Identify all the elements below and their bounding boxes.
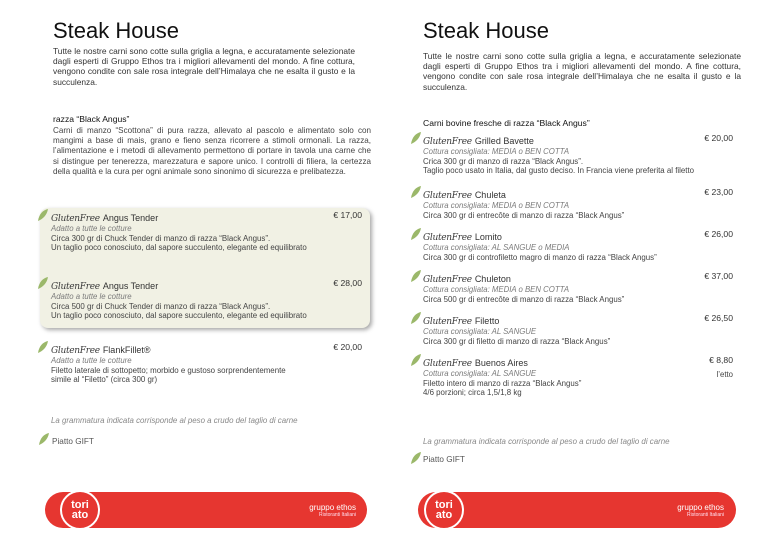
item-description: 4/6 porzioni; circa 1,5/1,8 kg [423, 388, 522, 398]
price-unit: l’etto [716, 370, 733, 379]
logo-text: tori ato [435, 499, 453, 521]
leaf-icon [37, 276, 49, 290]
brand-subtitle: Ristoranti Italiani [319, 512, 356, 518]
item-name: Buenos Aires [474, 358, 528, 368]
menu-item [51, 340, 362, 385]
item-description: Circa 300 gr di controfiletto magro di manzo di razza “Black Angus” [423, 252, 657, 262]
item-description: Filetto laterale di sottopetto; morbido e gustoso sorprendentemente [51, 365, 286, 375]
menu-item [423, 227, 733, 262]
item-name: Angus Tender [102, 213, 159, 223]
leaf-icon [410, 311, 422, 325]
item-name: Grilled Bavette [474, 136, 534, 146]
brand-block [654, 503, 724, 518]
leaf-icon [410, 269, 422, 283]
item-cooking-note: Cottura consigliata: MEDIA o BEN COTTA [423, 285, 570, 294]
page-title: Steak House [423, 18, 549, 43]
item-price: € 8,80 [709, 355, 733, 365]
item-cooking-note: Cottura consigliata: AL SANGUE [423, 369, 537, 378]
item-cooking-note: Cottura consigliata: AL SANGUE o MEDIA [423, 243, 570, 252]
leaf-icon [38, 432, 50, 446]
item-cooking-note: Adatto a tutte le cotture [51, 224, 132, 233]
gluten-free-label: GlutenFree [423, 275, 472, 285]
item-price: € 26,00 [704, 229, 733, 239]
toriato-logo [60, 490, 100, 530]
intro-text: Tutte le nostre carni sono cotte sulla griglia a legna, e accuratamente selezionate dagli esperti di Gruppo Ethos tra i migliori allevamenti del mondo. A fine cottura, vengono condite con sale rosa integrale dell’Himalaya che ne esalta il gusto e la succulenza. [423, 51, 741, 92]
item-cooking-note: Adatto a tutte le cotture [51, 292, 132, 301]
item-name: FlankFillet® [102, 345, 151, 355]
weight-footnote: La grammatura indicata corrisponde al peso a crudo del taglio di carne [51, 416, 298, 425]
item-description: Circa 300 gr di entrecôte di manzo di razza “Black Angus” [423, 210, 625, 220]
item-price: € 17,00 [333, 210, 362, 220]
menu-item [51, 276, 362, 321]
menu-item [51, 208, 362, 253]
menu-item [423, 311, 733, 346]
item-cooking-note: Cottura consigliata: MEDIA o BEN COTTA [423, 201, 570, 210]
toriato-logo [424, 490, 464, 530]
menu-item [423, 185, 733, 220]
item-price: € 26,50 [704, 313, 733, 323]
item-cooking-note: Adatto a tutte le cotture [51, 356, 132, 365]
weight-footnote: La grammatura indicata corrisponde al peso a crudo del taglio di carne [423, 437, 670, 446]
item-name: Chuleta [474, 190, 506, 200]
brand-subtitle: Ristoranti Italiani [687, 512, 724, 518]
menu-item [423, 131, 733, 176]
item-description: Un taglio poco conosciuto, dal sapore succulento, elegante ed equilibrato [51, 243, 307, 253]
item-name: Lomito [474, 232, 502, 242]
brand-name: gruppo ethos [309, 503, 356, 512]
gift-label: Piatto GIFT [423, 455, 465, 464]
gluten-free-label: GlutenFree [423, 137, 472, 147]
item-description: Crica 300 gr di manzo di razza “Black Angus”. [423, 156, 584, 166]
brand-block [286, 503, 356, 518]
item-price: € 28,00 [333, 278, 362, 288]
item-description: Filetto intero di manzo di razza “Black Angus” [423, 378, 582, 388]
brand-name: gruppo ethos [677, 503, 724, 512]
section-title: Carni bovine fresche di razza “Black Angus” [423, 118, 590, 128]
gluten-free-label: GlutenFree [423, 317, 472, 327]
leaf-icon [410, 227, 422, 241]
section-title: razza “Black Angus” [53, 114, 130, 124]
item-description: Taglio poco usato in Italia, dal gusto deciso. In Francia viene preferita al filetto [423, 166, 695, 176]
item-description: Circa 500 gr di Chuck Tender di manzo di razza “Black Angus”. [51, 301, 271, 311]
menu-item [423, 353, 733, 398]
leaf-icon [410, 185, 422, 199]
intro-text: Tutte le nostre carni sono cotte sulla griglia a legna, e accuratamente selezionate dagli esperti di Gruppo Ethos tra i migliori allevamenti del mondo. A fine cottura, vengono condite con sale rosa integrale dell’Himalaya che ne esalta il gusto e la succulenza. [53, 46, 355, 87]
gluten-free-label: GlutenFree [51, 346, 100, 356]
item-description: Circa 300 gr di Chuck Tender di manzo di razza “Black Angus”. [51, 233, 271, 243]
gift-label: Piatto GIFT [52, 437, 94, 446]
item-name: Filetto [474, 316, 500, 326]
item-description: Circa 300 gr di filetto di manzo di razza “Black Angus” [423, 336, 611, 346]
item-cooking-note: Cottura consigliata: AL SANGUE [423, 327, 537, 336]
item-price: € 23,00 [704, 187, 733, 197]
gluten-free-label: GlutenFree [423, 191, 472, 201]
leaf-icon [410, 353, 422, 367]
leaf-icon [37, 340, 49, 354]
section-description: Carni di manzo “Scottona” di pura razza, allevato al pascolo e alimentato solo con mangimi a base di mais, grano e fieno senza ricorrere a stimoli ormonali. La razza, l’alimentazione e i metodi di allevamento permettono di portare in tavola una carne che si distingue per tenerezza, marezzatura e sapore unico. I controlli di filiera, la certezza della qualità e la cura per ogni animale sono sinonimo di sicurezza e prelibatezza. [53, 126, 371, 176]
leaf-icon [410, 131, 422, 145]
logo-text: tori ato [71, 499, 89, 521]
item-name: Angus Tender [102, 281, 159, 291]
menu-item [423, 269, 733, 304]
leaf-icon [410, 451, 422, 465]
item-name: Chuleton [474, 274, 511, 284]
gluten-free-label: GlutenFree [423, 233, 472, 243]
page-title: Steak House [53, 18, 179, 43]
item-description: Circa 500 gr di entrecôte di manzo di razza “Black Angus” [423, 294, 625, 304]
item-price: € 20,00 [704, 133, 733, 143]
gluten-free-label: GlutenFree [51, 282, 100, 292]
item-price: € 37,00 [704, 271, 733, 281]
leaf-icon [37, 208, 49, 222]
item-description: simile al “Filetto” (circa 300 gr) [51, 375, 158, 385]
gluten-free-label: GlutenFree [51, 214, 100, 224]
item-cooking-note: Cottura consigliata: MEDIA o BEN COTTA [423, 147, 570, 156]
gluten-free-label: GlutenFree [423, 359, 472, 369]
item-description: Un taglio poco conosciuto, dal sapore succulento, elegante ed equilibrato [51, 311, 307, 321]
right-menu-page [384, 0, 768, 543]
item-price: € 20,00 [333, 342, 362, 352]
